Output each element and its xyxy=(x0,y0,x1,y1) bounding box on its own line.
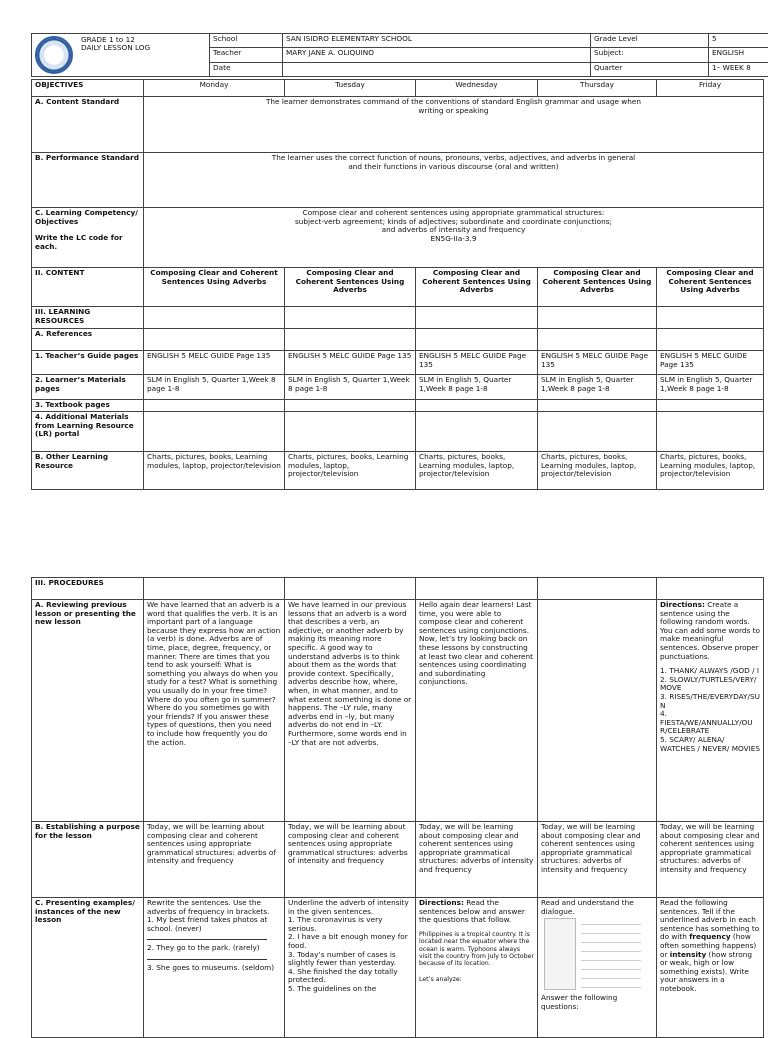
content-topic-wed: Composing Clear and Coherent Sentences Using Adverbs xyxy=(416,268,538,307)
quarter-label: Quarter xyxy=(591,62,709,76)
presenting-fri-text1: Read the following sentences. Tell if the underlined adverb in each sentence has something to do with xyxy=(660,898,759,941)
review-thu xyxy=(538,600,657,822)
header-title-cell xyxy=(32,34,210,77)
empty-cell xyxy=(144,578,285,600)
presenting-wed-paragraph: Philippines is a tropical country. It is located near the equator where the ocean is warm. Typhoons always visit the country from July to October because of its location. xyxy=(419,931,534,968)
teacher-label: Teacher xyxy=(210,48,283,62)
presenting-tue-item: 1. The coronavirus is very serious. xyxy=(288,916,412,933)
presenting-fri-intensity: intensity xyxy=(670,950,706,959)
header-table xyxy=(31,33,768,77)
performance-standard-text: The learner uses the correct function of nouns, pronouns, verbs, adjectives, and adverbs in general and their functions in various discourse (oral and written) xyxy=(147,154,760,171)
grade-value: 5 xyxy=(709,34,768,48)
presenting-tue-cell xyxy=(285,898,416,1038)
dialogue-picture xyxy=(541,916,653,994)
references-label: A. References xyxy=(32,329,144,351)
other-resource-thu: Charts, pictures, books, Learning modules, laptop, projector/television xyxy=(538,452,657,490)
empty-cell xyxy=(657,307,764,329)
header-title-line1: GRADE 1 to 12 xyxy=(81,36,150,44)
presenting-mon-item: 3. She goes to museums. (seldom) xyxy=(147,964,281,973)
resources-label: III. LEARNING RESOURCES xyxy=(32,307,144,329)
answer-line xyxy=(147,933,267,940)
review-fri-text: Create a sentence using the following random words. You can add some words to make meaningful sentences. Observe proper punctuations. xyxy=(660,600,760,661)
presenting-fri-cell xyxy=(657,898,764,1038)
competency-line2: subject-verb agreement; kinds of adjectives; subordinate and coordinate conjunctions; xyxy=(147,218,760,227)
tg-tue: ENGLISH 5 MELC GUIDE Page 135 xyxy=(285,351,416,375)
lm-tue: SLM in English 5, Quarter 1,Week 8 page 1-8 xyxy=(285,375,416,400)
empty-cell xyxy=(416,400,538,412)
presenting-tue-item: 2. I have a bit enough money for food. xyxy=(288,933,412,950)
review-fri-item: 1. THANK/ ALWAYS /GOD / I xyxy=(660,667,760,676)
empty-cell xyxy=(144,307,285,329)
deped-seal-icon xyxy=(35,36,73,74)
presenting-tue-item: 5. The guidelines on the xyxy=(288,985,412,994)
other-resource-fri: Charts, pictures, books, Learning modules, laptop, projector/television xyxy=(657,452,764,490)
purpose-wed: Today, we will be learning about composing clear and coherent sentences using appropriate grammatical structures: adverbs of intensity and frequency xyxy=(416,822,538,898)
presenting-tue-item: 4. She finished the day totally protected. xyxy=(288,968,412,985)
other-resource-mon: Charts, pictures, books, Learning modules, laptop, projector/television xyxy=(144,452,285,490)
review-fri-lead: Directions: xyxy=(660,600,705,609)
empty-cell xyxy=(285,578,416,600)
empty-cell xyxy=(285,412,416,452)
header-title-line2: DAILY LESSON LOG xyxy=(81,44,150,52)
empty-cell xyxy=(416,412,538,452)
presenting-mon-item: 1. My best friend takes photos at school. (never) xyxy=(147,916,281,933)
review-fri-item: 5. SCARY/ ALENA/ WATCHES / NEVER/ MOVIES xyxy=(660,736,760,753)
content-topic-fri: Composing Clear and Coherent Sentences Using Adverbs xyxy=(657,268,764,307)
tg-wed: ENGLISH 5 MELC GUIDE Page 135 xyxy=(416,351,538,375)
review-fri-item: 3. RISES/THE/EVERYDAY/SU N xyxy=(660,693,760,710)
purpose-thu: Today, we will be learning about composing clear and coherent sentences using appropriate grammatical structures: adverbs of intensity and frequency xyxy=(538,822,657,898)
day-friday: Friday xyxy=(657,80,764,97)
presenting-label: C. Presenting examples/ instances of the new lesson xyxy=(32,898,144,1038)
grade-label: Grade Level xyxy=(591,34,709,48)
presenting-fri-text3: (how strong or weak, high or low something exists). Write your answers in a notebook. xyxy=(660,950,752,993)
subject-label: Subject: xyxy=(591,48,709,62)
presenting-fri-text2: (how often something happens) or xyxy=(660,932,756,958)
competency-label: C. Learning Competency/ Objectives xyxy=(35,209,140,226)
competency-label-cell xyxy=(32,208,144,268)
empty-cell xyxy=(144,412,285,452)
review-fri-item: 2. SLOWLY/TURTLES/VERY/ MOVE xyxy=(660,676,760,693)
day-thursday: Thursday xyxy=(538,80,657,97)
tg-fri: ENGLISH 5 MELC GUIDE Page 135 xyxy=(657,351,764,375)
other-resource-label: B. Other Learning Resource xyxy=(32,452,144,490)
content-topic-tue: Composing Clear and Coherent Sentences Using Adverbs xyxy=(285,268,416,307)
presenting-mon-cell xyxy=(144,898,285,1038)
presenting-mon-text: Rewrite the sentences. Use the adverbs of frequency in brackets. xyxy=(147,899,281,916)
content-standard-label: A. Content Standard xyxy=(32,97,144,153)
content-standard-cell xyxy=(144,97,764,153)
procedures-label: III. PROCEDURES xyxy=(32,578,144,600)
procedures-table xyxy=(31,577,764,1038)
competency-line1: Compose clear and coherent sentences using appropriate grammatical structures: xyxy=(147,209,760,218)
performance-standard-cell xyxy=(144,153,764,208)
presenting-thu-tail: Answer the following questions: xyxy=(541,994,653,1011)
purpose-label: B. Establishing a purpose for the lesson xyxy=(32,822,144,898)
presenting-thu-cell xyxy=(538,898,657,1038)
content-standard-text: The learner demonstrates command of the conventions of standard English grammar and usage when writing or speaking xyxy=(147,98,760,115)
empty-cell xyxy=(144,400,285,412)
lm-thu: SLM in English 5, Quarter 1,Week 8 page 1-8 xyxy=(538,375,657,400)
answer-line xyxy=(147,953,267,960)
day-monday: Monday xyxy=(144,80,285,97)
purpose-tue: Today, we will be learning about composing clear and coherent sentences using appropriate grammatical structures: adverbs of intensity and frequency xyxy=(285,822,416,898)
content-label: II. CONTENT xyxy=(32,268,144,307)
lm-wed: SLM in English 5, Quarter 1,Week 8 page 1-8 xyxy=(416,375,538,400)
other-resource-tue: Charts, pictures, books, Learning modules, laptop, projector/television xyxy=(285,452,416,490)
presenting-wed-text: Read the sentences below and answer the questions that follow. xyxy=(419,898,525,924)
content-topic-mon: Composing Clear and Coherent Sentences Using Adverbs xyxy=(144,268,285,307)
empty-cell xyxy=(657,400,764,412)
performance-standard-label: B. Performance Standard xyxy=(32,153,144,208)
objectives-table xyxy=(31,79,764,490)
subject-value: ENGLISH xyxy=(709,48,768,62)
content-topic-thu: Composing Clear and Coherent Sentences Using Adverbs xyxy=(538,268,657,307)
tg-thu: ENGLISH 5 MELC GUIDE Page 135 xyxy=(538,351,657,375)
empty-cell xyxy=(285,307,416,329)
empty-cell xyxy=(285,400,416,412)
empty-cell xyxy=(416,307,538,329)
empty-cell xyxy=(657,578,764,600)
presenting-tue-text: Underline the adverb of intensity in the given sentences. xyxy=(288,899,412,916)
presenting-wed-lead: Directions: xyxy=(419,898,464,907)
review-label: A. Reviewing previous lesson or presenting the new lesson xyxy=(32,600,144,822)
review-fri-item: 4. FIESTA/WE/ANNUALLY/OU R/CELEBRATE xyxy=(660,710,760,736)
presenting-mon-item: 2. They go to the park. (rarely) xyxy=(147,944,281,953)
other-resource-wed: Charts, pictures, books, Learning modules, laptop, projector/television xyxy=(416,452,538,490)
presenting-wed-tail: Let’s analyze: xyxy=(419,976,534,985)
empty-cell xyxy=(538,578,657,600)
presenting-thu-text: Read and understand the dialogue. xyxy=(541,899,653,916)
purpose-fri: Today, we will be learning about composing clear and coherent sentences using appropriate grammatical structures: adverbs of intensity and frequency xyxy=(657,822,764,898)
presenting-fri-frequency: frequency xyxy=(689,932,730,941)
lm-mon: SLM in English 5, Quarter 1,Week 8 page 1-8 xyxy=(144,375,285,400)
review-fri-cell xyxy=(657,600,764,822)
presenting-tue-item: 3. Today’s number of cases is slightly fewer than yesterday. xyxy=(288,951,412,968)
teacher-value: MARY JANE A. OLIQUINO xyxy=(283,48,591,62)
empty-cell xyxy=(416,578,538,600)
empty-cell xyxy=(538,307,657,329)
textbook-label: 3. Textbook pages xyxy=(32,400,144,412)
student-figure-image xyxy=(544,918,576,990)
empty-cell xyxy=(657,412,764,452)
day-wednesday: Wednesday xyxy=(416,80,538,97)
date-label: Date xyxy=(210,62,283,76)
day-tuesday: Tuesday xyxy=(285,80,416,97)
objectives-label: OBJECTIVES xyxy=(32,80,144,97)
review-wed: Hello again dear learners! Last time, you were able to compose clear and coherent sentences using conjunctions. Now, let’s try looking back on these lessons by constructing at least two clear and coherent sentences using coordinating and subordinating conjunctions. xyxy=(416,600,538,822)
tg-mon: ENGLISH 5 MELC GUIDE Page 135 xyxy=(144,351,285,375)
date-value xyxy=(283,62,591,76)
review-mon: We have learned that an adverb is a word that qualifies the verb. It is an important part of a language because they express how an action (a verb) is done. Adverbs are of time, place, degree, frequency, or manner. There are times that you tend to ask yourself: What is something you always do when you study for a test? What is something you usually do in your free time? Where do you often go in summer? Where do you sometimes go with your friends? If you answer these types of questions, then you need to include how frequently you do the action. xyxy=(144,600,285,822)
lm-label: 2. Learner’s Materials pages xyxy=(32,375,144,400)
dialogue-text-image xyxy=(581,918,641,990)
competency-code: EN5G-IIa-3.9 xyxy=(147,235,760,244)
competency-note: Write the LC code for each. xyxy=(35,234,140,251)
empty-cell xyxy=(144,329,285,351)
empty-cell xyxy=(416,329,538,351)
purpose-mon: Today, we will be learning about composing clear and coherent sentences using appropriate grammatical structures: adverbs of intensity and frequency xyxy=(144,822,285,898)
empty-cell xyxy=(657,329,764,351)
empty-cell xyxy=(538,329,657,351)
competency-cell xyxy=(144,208,764,268)
presenting-wed-cell xyxy=(416,898,538,1038)
empty-cell xyxy=(538,400,657,412)
competency-line3: and adverbs of intensity and frequency xyxy=(147,226,760,235)
tg-label: 1. Teacher’s Guide pages xyxy=(32,351,144,375)
lm-fri: SLM in English 5, Quarter 1,Week 8 page 1-8 xyxy=(657,375,764,400)
additional-label: 4. Additional Materials from Learning Resource (LR) portal xyxy=(32,412,144,452)
empty-cell xyxy=(538,412,657,452)
school-value: SAN ISIDRO ELEMENTARY SCHOOL xyxy=(283,34,591,48)
review-tue: We have learned in our previous lessons that an adverb is a word that describes a verb, an adjective, or another adverb by making its meaning more specific. A good way to understand adverbs is to think about them as the words that provide context. Specifically, adverbs describe how, where, when, in what manner, and to what extent something is done or happens. The –LY rule, many adverbs end in –ly, but many adverbs do not end in –LY. Furthermore, some words end in –LY that are not adverbs. xyxy=(285,600,416,822)
quarter-value: 1– WEEK 8 xyxy=(709,62,768,76)
empty-cell xyxy=(285,329,416,351)
school-label: School xyxy=(210,34,283,48)
